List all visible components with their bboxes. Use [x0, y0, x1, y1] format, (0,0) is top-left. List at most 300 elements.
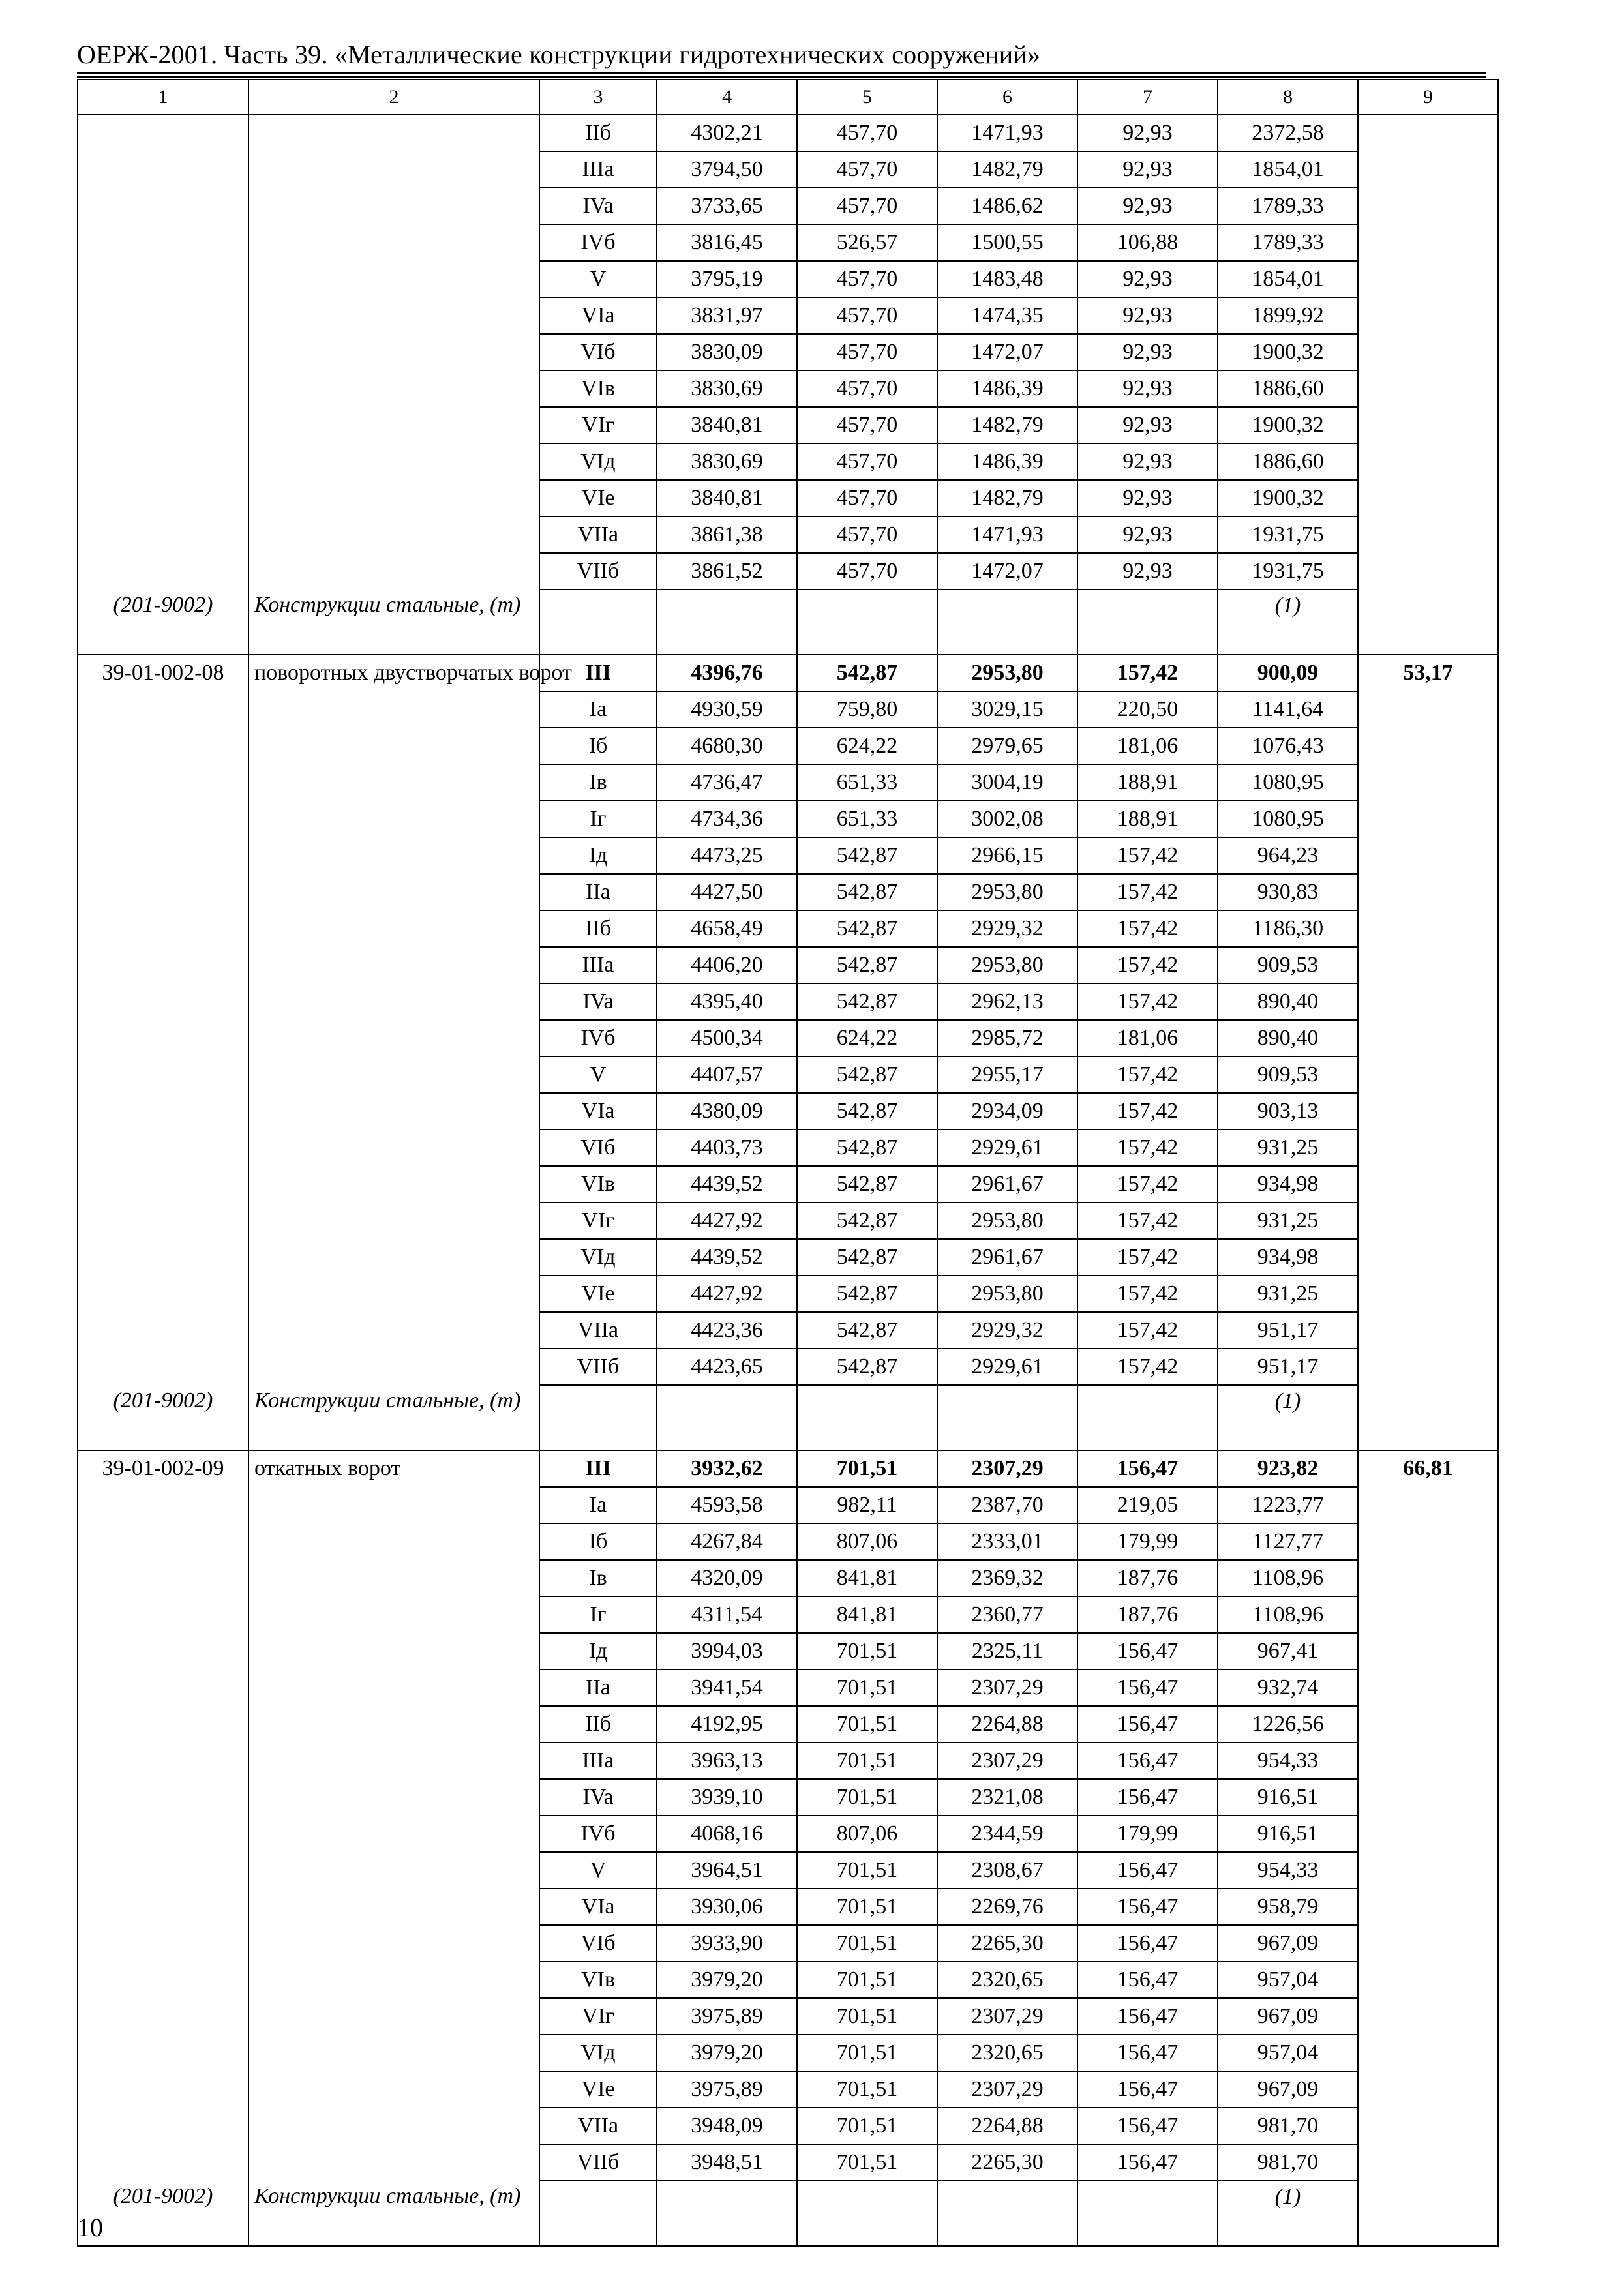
rate-name: откатных ворот [248, 1450, 539, 2181]
resource-name: Конструкции стальные, (т) [248, 590, 539, 655]
cell-c4: 4423,36 [657, 1312, 797, 1349]
cell-c4: 3861,52 [657, 553, 797, 590]
cell-c6: 2929,61 [937, 1130, 1077, 1166]
cell-c7: 187,76 [1077, 1596, 1218, 1633]
cell-c7: 92,93 [1077, 115, 1218, 151]
cell-c7: 156,47 [1077, 2071, 1218, 2108]
cell-c6: 1483,48 [937, 261, 1077, 297]
cell-c3: V [539, 1852, 657, 1889]
cell-c6: 2953,80 [937, 1276, 1077, 1312]
cell-c6: 2307,29 [937, 1450, 1077, 1487]
cell-c4: 4658,49 [657, 910, 797, 947]
cell-c4: 4734,36 [657, 801, 797, 837]
cell-c3: V [539, 261, 657, 297]
column-number-row [78, 80, 1498, 115]
cell-c6: 2265,30 [937, 1925, 1077, 1962]
cell-c6: 2320,65 [937, 1962, 1077, 1998]
cell-c3: IIa [539, 874, 657, 910]
cell-c8: 931,25 [1218, 1276, 1358, 1312]
cell-c7: 92,93 [1077, 443, 1218, 480]
cell-c6: 3029,15 [937, 691, 1077, 728]
cell-c7: 156,47 [1077, 1852, 1218, 1889]
cell-c5: 701,51 [797, 1925, 937, 1962]
cell-c5: 651,33 [797, 801, 937, 837]
cell-c8: 1141,64 [1218, 691, 1358, 728]
cell-c7: 92,93 [1077, 553, 1218, 590]
cell-c8: 964,23 [1218, 837, 1358, 874]
cell-c8: 958,79 [1218, 1889, 1358, 1925]
cell-c4: 4736,47 [657, 764, 797, 801]
cell-c5: 457,70 [797, 370, 937, 407]
cell-c3: VIe [539, 1276, 657, 1312]
cell-c8: 951,17 [1218, 1312, 1358, 1349]
cell-c6: 3004,19 [937, 764, 1077, 801]
cell-c3: III [539, 655, 657, 691]
cell-c7: 157,42 [1077, 1166, 1218, 1203]
cell-c6: 2307,29 [937, 2071, 1077, 2108]
cell-c7: 179,99 [1077, 1523, 1218, 1560]
cell-c4: 4427,92 [657, 1276, 797, 1312]
cell-c5: 542,87 [797, 1203, 937, 1239]
cell-c3: VIIa [539, 516, 657, 553]
cell-c6: 2934,09 [937, 1093, 1077, 1130]
cell-c5: 457,70 [797, 407, 937, 443]
cell-c7: 156,47 [1077, 1633, 1218, 1669]
cell-c7: 92,93 [1077, 334, 1218, 370]
rate-code: 39-01-002-09 [78, 1450, 248, 2181]
cell-c7: 156,47 [1077, 1743, 1218, 1779]
cell-c5: 701,51 [797, 1450, 937, 1487]
resource-name: Конструкции стальные, (т) [248, 1385, 539, 1450]
empty-cell [937, 590, 1077, 655]
cell-c3: VIe [539, 2071, 657, 2108]
cell-c5: 526,57 [797, 224, 937, 261]
cell-c4: 4423,65 [657, 1349, 797, 1385]
cell-c8: 903,13 [1218, 1093, 1358, 1130]
cell-c3: VIIб [539, 553, 657, 590]
cell-c6: 1482,79 [937, 480, 1077, 516]
cell-c7: 220,50 [1077, 691, 1218, 728]
resource-code: (201-9002) [78, 590, 248, 655]
cell-c5: 542,87 [797, 1312, 937, 1349]
cell-c3: IVa [539, 983, 657, 1020]
cell-c8: 1076,43 [1218, 728, 1358, 764]
cell-c7: 157,42 [1077, 837, 1218, 874]
page-header: ОЕРЖ-2001. Часть 39. «Металлические конструкции гидротехнических сооружений» [77, 40, 1041, 69]
cell-c7: 92,93 [1077, 407, 1218, 443]
cell-c8: 916,51 [1218, 1779, 1358, 1816]
cell-c7: 156,47 [1077, 1889, 1218, 1925]
cell-c3: Ia [539, 1487, 657, 1523]
cell-c6: 2265,30 [937, 2144, 1077, 2181]
rate-code [78, 115, 248, 590]
resource-code: (201-9002) [78, 2181, 248, 2246]
cell-c6: 2320,65 [937, 2035, 1077, 2071]
cell-c4: 3831,97 [657, 297, 797, 334]
cell-c4: 3794,50 [657, 151, 797, 188]
cell-c6: 2387,70 [937, 1487, 1077, 1523]
empty-cell [797, 590, 937, 655]
cell-c4: 4267,84 [657, 1523, 797, 1560]
cell-c3: III [539, 1450, 657, 1487]
empty-cell [539, 1385, 657, 1450]
header-rule-top [77, 72, 1486, 74]
cell-c6: 2369,32 [937, 1560, 1077, 1596]
cell-c8: 1854,01 [1218, 151, 1358, 188]
rate-index [1358, 115, 1498, 590]
cell-c7: 106,88 [1077, 224, 1218, 261]
rates-table-body [78, 80, 1498, 2246]
cell-c6: 2953,80 [937, 1203, 1077, 1239]
cell-c4: 4439,52 [657, 1239, 797, 1276]
cell-c7: 156,47 [1077, 2144, 1218, 2181]
cell-c7: 156,47 [1077, 1450, 1218, 1487]
cell-c3: VIд [539, 443, 657, 480]
cell-c5: 982,11 [797, 1487, 937, 1523]
cell-c6: 2961,67 [937, 1166, 1077, 1203]
cell-c8: 1226,56 [1218, 1706, 1358, 1743]
cell-c7: 92,93 [1077, 188, 1218, 224]
table-row [78, 655, 1498, 691]
rate-name [248, 115, 539, 590]
empty-cell [937, 1385, 1077, 1450]
cell-c6: 2979,65 [937, 728, 1077, 764]
cell-c3: V [539, 1056, 657, 1093]
cell-c5: 701,51 [797, 1852, 937, 1889]
cell-c8: 1789,33 [1218, 224, 1358, 261]
cell-c3: IIб [539, 910, 657, 947]
cell-c6: 2264,88 [937, 1706, 1077, 1743]
cell-c5: 542,87 [797, 910, 937, 947]
cell-c5: 542,87 [797, 874, 937, 910]
cell-c6: 1471,93 [937, 115, 1077, 151]
cell-c7: 157,42 [1077, 947, 1218, 983]
cell-c7: 92,93 [1077, 480, 1218, 516]
cell-c7: 156,47 [1077, 1706, 1218, 1743]
column-header: 1 [78, 80, 248, 115]
cell-c3: IIIa [539, 151, 657, 188]
cell-c6: 2953,80 [937, 947, 1077, 983]
cell-c5: 651,33 [797, 764, 937, 801]
cell-c7: 181,06 [1077, 1020, 1218, 1056]
cell-c8: 967,09 [1218, 1925, 1358, 1962]
column-header: 5 [797, 80, 937, 115]
cell-c8: 1899,92 [1218, 297, 1358, 334]
cell-c4: 3840,81 [657, 407, 797, 443]
empty-cell [657, 2181, 797, 2246]
cell-c7: 157,42 [1077, 1203, 1218, 1239]
column-header: 8 [1218, 80, 1358, 115]
column-header: 4 [657, 80, 797, 115]
cell-c6: 2307,29 [937, 1998, 1077, 2035]
cell-c4: 3948,51 [657, 2144, 797, 2181]
cell-c3: IIIa [539, 947, 657, 983]
cell-c8: 1900,32 [1218, 407, 1358, 443]
empty-cell [1358, 590, 1498, 655]
cell-c5: 457,70 [797, 151, 937, 188]
cell-c6: 1482,79 [937, 151, 1077, 188]
cell-c7: 157,42 [1077, 1312, 1218, 1349]
empty-cell [1077, 1385, 1218, 1450]
resource-row [78, 590, 1498, 655]
cell-c4: 3795,19 [657, 261, 797, 297]
cell-c8: 1931,75 [1218, 516, 1358, 553]
empty-cell [1077, 2181, 1218, 2246]
cell-c7: 92,93 [1077, 261, 1218, 297]
cell-c3: IVa [539, 188, 657, 224]
cell-c6: 2333,01 [937, 1523, 1077, 1560]
cell-c5: 457,70 [797, 480, 937, 516]
empty-cell [937, 2181, 1077, 2246]
cell-c6: 2961,67 [937, 1239, 1077, 1276]
cell-c7: 92,93 [1077, 297, 1218, 334]
column-header: 7 [1077, 80, 1218, 115]
cell-c8: 900,09 [1218, 655, 1358, 691]
cell-c4: 4930,59 [657, 691, 797, 728]
cell-c6: 1472,07 [937, 334, 1077, 370]
cell-c5: 457,70 [797, 261, 937, 297]
cell-c7: 157,42 [1077, 983, 1218, 1020]
cell-c3: IVa [539, 1779, 657, 1816]
cell-c7: 188,91 [1077, 801, 1218, 837]
resource-code: (201-9002) [78, 1385, 248, 1450]
cell-c7: 156,47 [1077, 1962, 1218, 1998]
cell-c5: 457,70 [797, 553, 937, 590]
cell-c8: 1789,33 [1218, 188, 1358, 224]
cell-c5: 542,87 [797, 1166, 937, 1203]
cell-c7: 157,42 [1077, 1093, 1218, 1130]
cell-c5: 457,70 [797, 297, 937, 334]
cell-c5: 542,87 [797, 1056, 937, 1093]
empty-cell [1358, 1385, 1498, 1450]
table-row [78, 115, 1498, 151]
cell-c5: 457,70 [797, 516, 937, 553]
cell-c3: Ia [539, 691, 657, 728]
cell-c4: 4320,09 [657, 1560, 797, 1596]
cell-c4: 4406,20 [657, 947, 797, 983]
rates-table [77, 79, 1499, 2247]
cell-c3: VIe [539, 480, 657, 516]
rate-index: 66,81 [1358, 1450, 1498, 2181]
cell-c3: Iг [539, 1596, 657, 1633]
cell-c7: 156,47 [1077, 1779, 1218, 1816]
cell-c8: 931,25 [1218, 1130, 1358, 1166]
cell-c3: Iв [539, 1560, 657, 1596]
cell-c6: 2344,59 [937, 1816, 1077, 1852]
cell-c3: VIIa [539, 2108, 657, 2144]
cell-c3: VIд [539, 2035, 657, 2071]
cell-c8: 923,82 [1218, 1450, 1358, 1487]
cell-c6: 1472,07 [937, 553, 1077, 590]
cell-c6: 2321,08 [937, 1779, 1077, 1816]
cell-c8: 951,17 [1218, 1349, 1358, 1385]
cell-c4: 3975,89 [657, 1998, 797, 2035]
cell-c3: IIa [539, 1669, 657, 1706]
page-number: 10 [77, 2213, 103, 2242]
cell-c5: 542,87 [797, 983, 937, 1020]
cell-c3: IIб [539, 115, 657, 151]
cell-c6: 1500,55 [937, 224, 1077, 261]
cell-c4: 3994,03 [657, 1633, 797, 1669]
cell-c6: 2264,88 [937, 2108, 1077, 2144]
cell-c8: 1108,96 [1218, 1560, 1358, 1596]
cell-c6: 1486,39 [937, 370, 1077, 407]
cell-c8: 967,09 [1218, 2071, 1358, 2108]
cell-c6: 2953,80 [937, 874, 1077, 910]
column-header: 9 [1358, 80, 1498, 115]
cell-c8: 957,04 [1218, 2035, 1358, 2071]
cell-c7: 157,42 [1077, 1239, 1218, 1276]
cell-c4: 4068,16 [657, 1816, 797, 1852]
cell-c8: 916,51 [1218, 1816, 1358, 1852]
cell-c8: 981,70 [1218, 2108, 1358, 2144]
cell-c4: 4403,73 [657, 1130, 797, 1166]
cell-c8: 932,74 [1218, 1669, 1358, 1706]
cell-c3: Iг [539, 801, 657, 837]
empty-cell [1358, 2181, 1498, 2246]
rate-name: поворотных двустворчатых ворот [248, 655, 539, 1385]
cell-c4: 3830,69 [657, 370, 797, 407]
cell-c8: 1886,60 [1218, 443, 1358, 480]
cell-c8: 909,53 [1218, 1056, 1358, 1093]
cell-c3: VIIб [539, 1349, 657, 1385]
cell-c4: 3830,09 [657, 334, 797, 370]
cell-c7: 156,47 [1077, 2108, 1218, 2144]
cell-c4: 3933,90 [657, 1925, 797, 1962]
cell-c8: 930,83 [1218, 874, 1358, 910]
cell-c7: 188,91 [1077, 764, 1218, 801]
cell-c3: IIIa [539, 1743, 657, 1779]
cell-c8: 1080,95 [1218, 764, 1358, 801]
cell-c6: 1474,35 [937, 297, 1077, 334]
cell-c3: VIд [539, 1239, 657, 1276]
cell-c4: 3941,54 [657, 1669, 797, 1706]
cell-c7: 156,47 [1077, 1669, 1218, 1706]
cell-c6: 1486,39 [937, 443, 1077, 480]
cell-c5: 841,81 [797, 1560, 937, 1596]
cell-c7: 181,06 [1077, 728, 1218, 764]
cell-c8: 954,33 [1218, 1743, 1358, 1779]
cell-c4: 4407,57 [657, 1056, 797, 1093]
cell-c5: 701,51 [797, 2108, 937, 2144]
cell-c8: 1127,77 [1218, 1523, 1358, 1560]
cell-c4: 3840,81 [657, 480, 797, 516]
cell-c4: 4311,54 [657, 1596, 797, 1633]
cell-c6: 2966,15 [937, 837, 1077, 874]
header-rule-bottom [77, 76, 1486, 78]
cell-c6: 3002,08 [937, 801, 1077, 837]
cell-c3: VIб [539, 1130, 657, 1166]
cell-c7: 157,42 [1077, 874, 1218, 910]
cell-c8: 1080,95 [1218, 801, 1358, 837]
cell-c7: 92,93 [1077, 516, 1218, 553]
cell-c8: 1900,32 [1218, 480, 1358, 516]
cell-c7: 157,42 [1077, 1349, 1218, 1385]
cell-c4: 3948,09 [657, 2108, 797, 2144]
table-row [78, 1450, 1498, 1487]
cell-c8: 1900,32 [1218, 334, 1358, 370]
resource-quantity: (1) [1218, 590, 1358, 655]
cell-c3: VIa [539, 1889, 657, 1925]
cell-c5: 624,22 [797, 1020, 937, 1056]
cell-c8: 909,53 [1218, 947, 1358, 983]
cell-c5: 807,06 [797, 1523, 937, 1560]
cell-c5: 701,51 [797, 1962, 937, 1998]
cell-c5: 701,51 [797, 1633, 937, 1669]
cell-c3: IVб [539, 1816, 657, 1852]
empty-cell [1077, 590, 1218, 655]
cell-c3: IVб [539, 224, 657, 261]
cell-c5: 542,87 [797, 1130, 937, 1166]
cell-c6: 2985,72 [937, 1020, 1077, 1056]
cell-c8: 1223,77 [1218, 1487, 1358, 1523]
cell-c6: 2308,67 [937, 1852, 1077, 1889]
cell-c4: 3816,45 [657, 224, 797, 261]
cell-c6: 2953,80 [937, 655, 1077, 691]
cell-c6: 2360,77 [937, 1596, 1077, 1633]
cell-c5: 701,51 [797, 1743, 937, 1779]
cell-c5: 701,51 [797, 1889, 937, 1925]
cell-c8: 1886,60 [1218, 370, 1358, 407]
cell-c8: 890,40 [1218, 983, 1358, 1020]
cell-c3: IIб [539, 1706, 657, 1743]
empty-cell [539, 2181, 657, 2246]
empty-cell [797, 2181, 937, 2246]
cell-c5: 701,51 [797, 1998, 937, 2035]
cell-c8: 957,04 [1218, 1962, 1358, 1998]
rate-code: 39-01-002-08 [78, 655, 248, 1385]
cell-c8: 981,70 [1218, 2144, 1358, 2181]
cell-c7: 156,47 [1077, 2035, 1218, 2071]
resource-quantity: (1) [1218, 2181, 1358, 2246]
cell-c3: VIг [539, 1203, 657, 1239]
cell-c5: 701,51 [797, 2144, 937, 2181]
cell-c6: 1486,62 [937, 188, 1077, 224]
cell-c3: VIIб [539, 2144, 657, 2181]
cell-c5: 701,51 [797, 1779, 937, 1816]
cell-c4: 4593,58 [657, 1487, 797, 1523]
cell-c7: 219,05 [1077, 1487, 1218, 1523]
cell-c4: 3733,65 [657, 188, 797, 224]
cell-c6: 2307,29 [937, 1743, 1077, 1779]
column-header: 2 [248, 80, 539, 115]
cell-c8: 1931,75 [1218, 553, 1358, 590]
cell-c3: Iб [539, 1523, 657, 1560]
cell-c3: IVб [539, 1020, 657, 1056]
cell-c6: 2929,32 [937, 1312, 1077, 1349]
cell-c7: 156,47 [1077, 1998, 1218, 2035]
cell-c5: 701,51 [797, 1706, 937, 1743]
rate-index: 53,17 [1358, 655, 1498, 1385]
cell-c8: 2372,58 [1218, 115, 1358, 151]
cell-c3: Iд [539, 1633, 657, 1669]
empty-cell [539, 590, 657, 655]
cell-c6: 1482,79 [937, 407, 1077, 443]
cell-c8: 1108,96 [1218, 1596, 1358, 1633]
cell-c4: 3975,89 [657, 2071, 797, 2108]
cell-c7: 92,93 [1077, 370, 1218, 407]
cell-c5: 841,81 [797, 1596, 937, 1633]
cell-c3: VIa [539, 1093, 657, 1130]
cell-c3: Iд [539, 837, 657, 874]
cell-c7: 157,42 [1077, 1276, 1218, 1312]
cell-c4: 3964,51 [657, 1852, 797, 1889]
cell-c3: VIIa [539, 1312, 657, 1349]
cell-c7: 157,42 [1077, 655, 1218, 691]
cell-c5: 542,87 [797, 655, 937, 691]
cell-c5: 542,87 [797, 1349, 937, 1385]
cell-c3: Iб [539, 728, 657, 764]
